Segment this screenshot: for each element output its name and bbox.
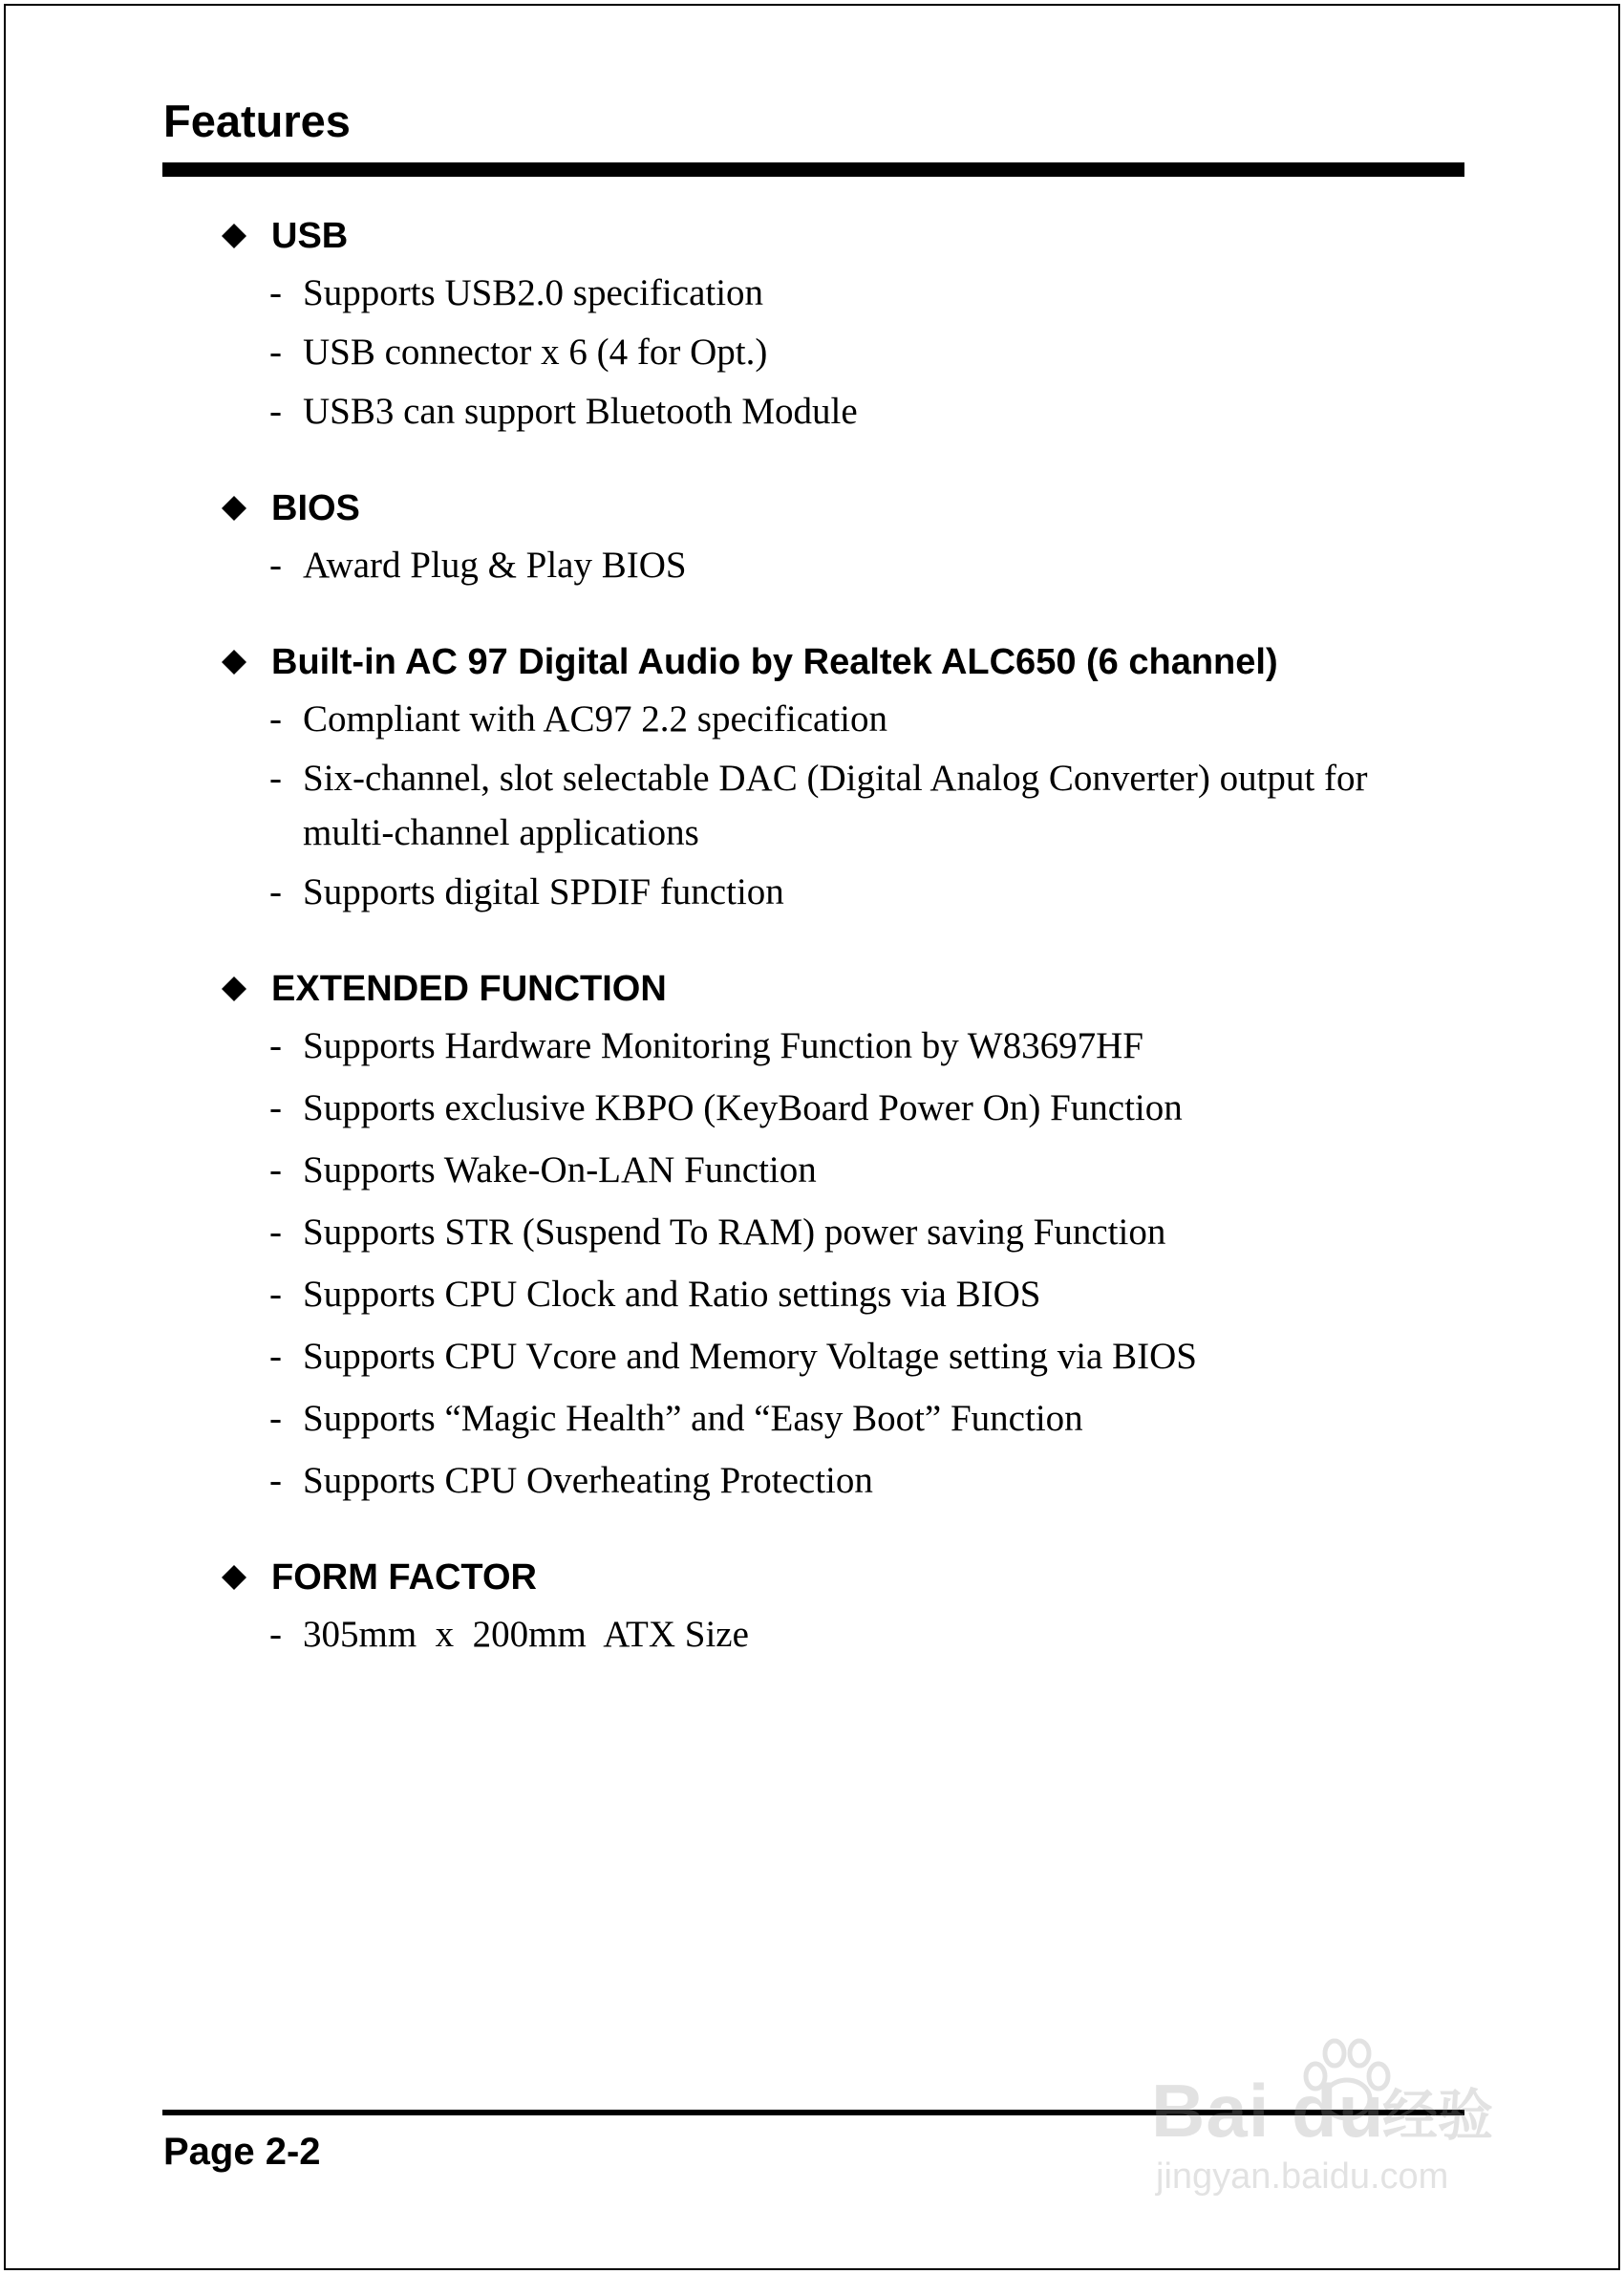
page-number: Page 2-2 bbox=[163, 2131, 321, 2173]
section-title-audio: Built-in AC 97 Digital Audio by Realtek ALC650 (6 channel) bbox=[271, 642, 1278, 682]
list-item: - Supports exclusive KBPO (KeyBoard Power On) Function bbox=[269, 1087, 1183, 1128]
item-text: USB3 can support Bluetooth Module bbox=[303, 391, 858, 432]
item-text: USB connector x 6 (4 for Opt.) bbox=[303, 332, 768, 373]
section-title-extended-function: EXTENDED FUNCTION bbox=[271, 969, 667, 1009]
item-text: Award Plug & Play BIOS bbox=[303, 545, 687, 586]
diamond-bullet-icon bbox=[221, 649, 247, 676]
item-text: Compliant with AC97 2.2 specification bbox=[303, 698, 888, 740]
item-text: Supports “Magic Health” and “Easy Boot” Function bbox=[303, 1398, 1083, 1439]
section-header bbox=[221, 961, 1463, 1019]
item-text: Supports CPU Overheating Protection bbox=[303, 1460, 873, 1501]
watermark bbox=[1151, 2030, 1533, 2221]
list-item: - 305mm x 200mm ATX Size bbox=[269, 1614, 749, 1655]
section-items bbox=[221, 692, 1463, 919]
item-text: Supports STR (Suspend To RAM) power saving Function bbox=[303, 1212, 1166, 1253]
item-text: Six-channel, slot selectable DAC (Digital Analog Converter) output for multi-channel applications bbox=[303, 758, 1368, 853]
list-item: - Supports STR (Suspend To RAM) power saving Function bbox=[269, 1212, 1166, 1253]
item-text: Supports digital SPDIF function bbox=[303, 871, 784, 912]
item-text: Supports USB2.0 specification bbox=[303, 272, 764, 313]
list-item: - Supports CPU Clock and Ratio settings via BIOS bbox=[269, 1274, 1041, 1315]
section-bios bbox=[221, 481, 1463, 592]
section-form-factor bbox=[221, 1550, 1463, 1662]
list-item: - Six-channel, slot selectable DAC (Digital Analog Converter) output for multi-channel applications bbox=[269, 758, 1368, 853]
diamond-bullet-icon bbox=[221, 976, 247, 1002]
list-item: - Award Plug & Play BIOS bbox=[269, 545, 687, 586]
diamond-bullet-icon bbox=[221, 1564, 247, 1591]
header-rule bbox=[162, 162, 1464, 177]
features-content bbox=[221, 208, 1463, 1704]
diamond-bullet-icon bbox=[221, 223, 247, 249]
list-item: - Supports USB2.0 specification bbox=[269, 272, 764, 313]
diamond-bullet-icon bbox=[221, 495, 247, 522]
item-text: Supports Hardware Monitoring Function by W83697HF bbox=[303, 1025, 1143, 1066]
list-item: - Supports “Magic Health” and “Easy Boot” Function bbox=[269, 1398, 1083, 1439]
watermark-brand-cn: 经验 bbox=[1382, 2083, 1494, 2148]
section-items bbox=[221, 1019, 1463, 1508]
section-items bbox=[221, 1607, 1463, 1662]
list-item: - Supports Hardware Monitoring Function by W83697HF bbox=[269, 1025, 1143, 1066]
section-title-bios: BIOS bbox=[271, 488, 360, 528]
list-item: - Supports CPU Vcore and Memory Voltage setting via BIOS bbox=[269, 1336, 1197, 1377]
watermark-brand: Bai du bbox=[1151, 2069, 1385, 2153]
page-title: Features bbox=[163, 96, 351, 146]
item-text: Supports exclusive KBPO (KeyBoard Power On) Function bbox=[303, 1087, 1183, 1128]
list-item: - USB connector x 6 (4 for Opt.) bbox=[269, 332, 768, 373]
section-extended-function bbox=[221, 961, 1463, 1508]
section-header bbox=[221, 634, 1463, 692]
item-text: Supports CPU Clock and Ratio settings via BIOS bbox=[303, 1274, 1041, 1315]
section-audio bbox=[221, 634, 1463, 919]
section-header bbox=[221, 481, 1463, 538]
section-header bbox=[221, 208, 1463, 266]
list-item: - Supports Wake-On-LAN Function bbox=[269, 1149, 817, 1191]
section-header bbox=[221, 1550, 1463, 1607]
item-text: Supports CPU Vcore and Memory Voltage setting via BIOS bbox=[303, 1336, 1197, 1377]
item-text: Supports Wake-On-LAN Function bbox=[303, 1149, 817, 1191]
list-item: - Supports CPU Overheating Protection bbox=[269, 1460, 873, 1501]
watermark-domain: jingyan.baidu.com bbox=[1156, 2156, 1449, 2197]
item-text: 305mm x 200mm ATX Size bbox=[303, 1614, 749, 1655]
section-title-usb: USB bbox=[271, 216, 349, 256]
section-usb bbox=[221, 208, 1463, 439]
section-items bbox=[221, 266, 1463, 439]
list-item: - Supports digital SPDIF function bbox=[269, 871, 784, 912]
list-item: - Compliant with AC97 2.2 specification bbox=[269, 698, 888, 740]
list-item: - USB3 can support Bluetooth Module bbox=[269, 391, 858, 432]
section-items bbox=[221, 538, 1463, 592]
section-title-form-factor: FORM FACTOR bbox=[271, 1557, 537, 1598]
